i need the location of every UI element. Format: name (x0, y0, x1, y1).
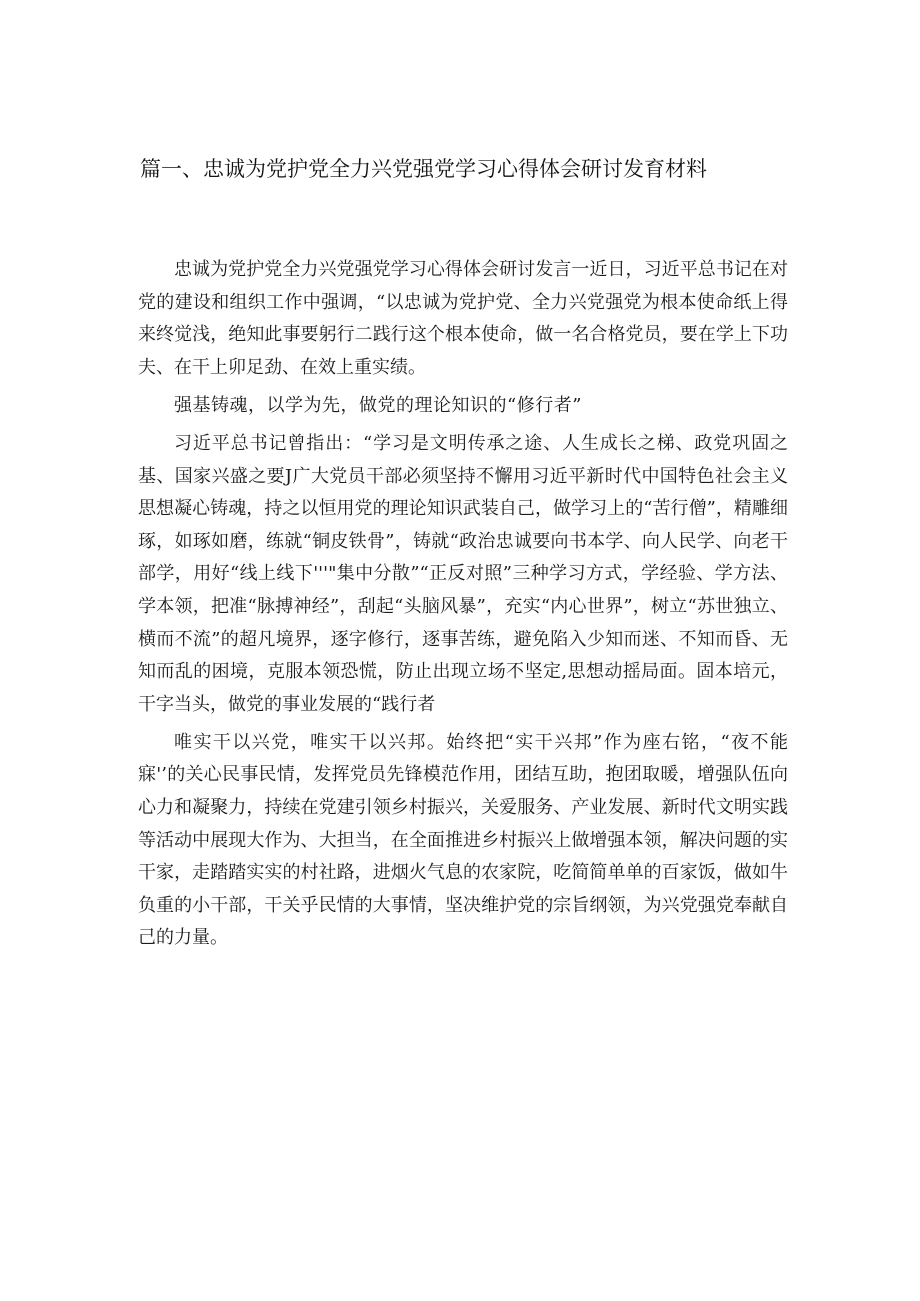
paragraph-intro: 忠诚为党护党全力兴党强党学习心得体会研讨发言一近日，习近平总书记在对党的建设和组织工作中强调，“以忠诚为党护党、全力兴党强党为根本使命纸上得来终觉浅，绝知此事要躬行二践行这个根本使命，做一名合格党员，要在学上下功夫、在干上卯足劲、在效上重实绩。 (138, 259, 788, 378)
paragraph-study: 习近平总书记曾指出：“学习是文明传承之途、人生成长之梯、政党巩固之基、国家兴盛之要J广大党员干部必须坚持不懈用习近平新时代中国特色社会主义思想凝心铸魂，持之以恒用党的理论知识武装自己，做学习上的“苦行僧”，精雕细琢，如琢如磨，练就“铜皮铁骨”，铸就“政治忠诚要向书本学、向人民学、向老干部学，用好“线上线下'''"集中分散”“正反对照”三种学习方式，学经验、学方法、学本领，把准“脉搏神经”，刮起“头脑风暴”，充实“内心世界”，树立“苏世独立、横而不流”的超凡境界，逐字修行，逐事苦练，避免陷入少知而迷、不知而昏、无知而乱的困境，克服本领恐慌，防止出现立场不坚定,思想动摇局面。固本培元，干字当头，做党的事业发展的“践行者 (138, 432, 788, 715)
paragraph-practice: 唯实干以兴党，唯实干以兴邦。始终把“实干兴邦”作为座右铭，“夜不能寐'’的关心民事民情，发挥党员先锋模范作用，团结互助，抱团取暖，增强队伍向心力和凝聚力，持续在党建引领乡村振兴，关爱服务、产业发展、新时代文明实践等活动中展现大作为、大担当，在全面推进乡村振兴上做增强本领，解决问题的实干家，走踏踏实实的村社路，进烟火气息的农家院，吃简简单单的百家饭，做如牛负重的小干部，干关乎民情的大事情，坚决维护党的宗旨纲领，为兴党强党奉献自己的力量。 (138, 731, 788, 949)
document-body (138, 254, 788, 955)
document-title: 篇一、忠诚为党护党全力兴党强党学习心得体会研讨发育材料 (140, 157, 707, 181)
paragraph-section-heading: 强基铸魂，以学为先，做党的理论知识的“修行者” (174, 394, 582, 416)
